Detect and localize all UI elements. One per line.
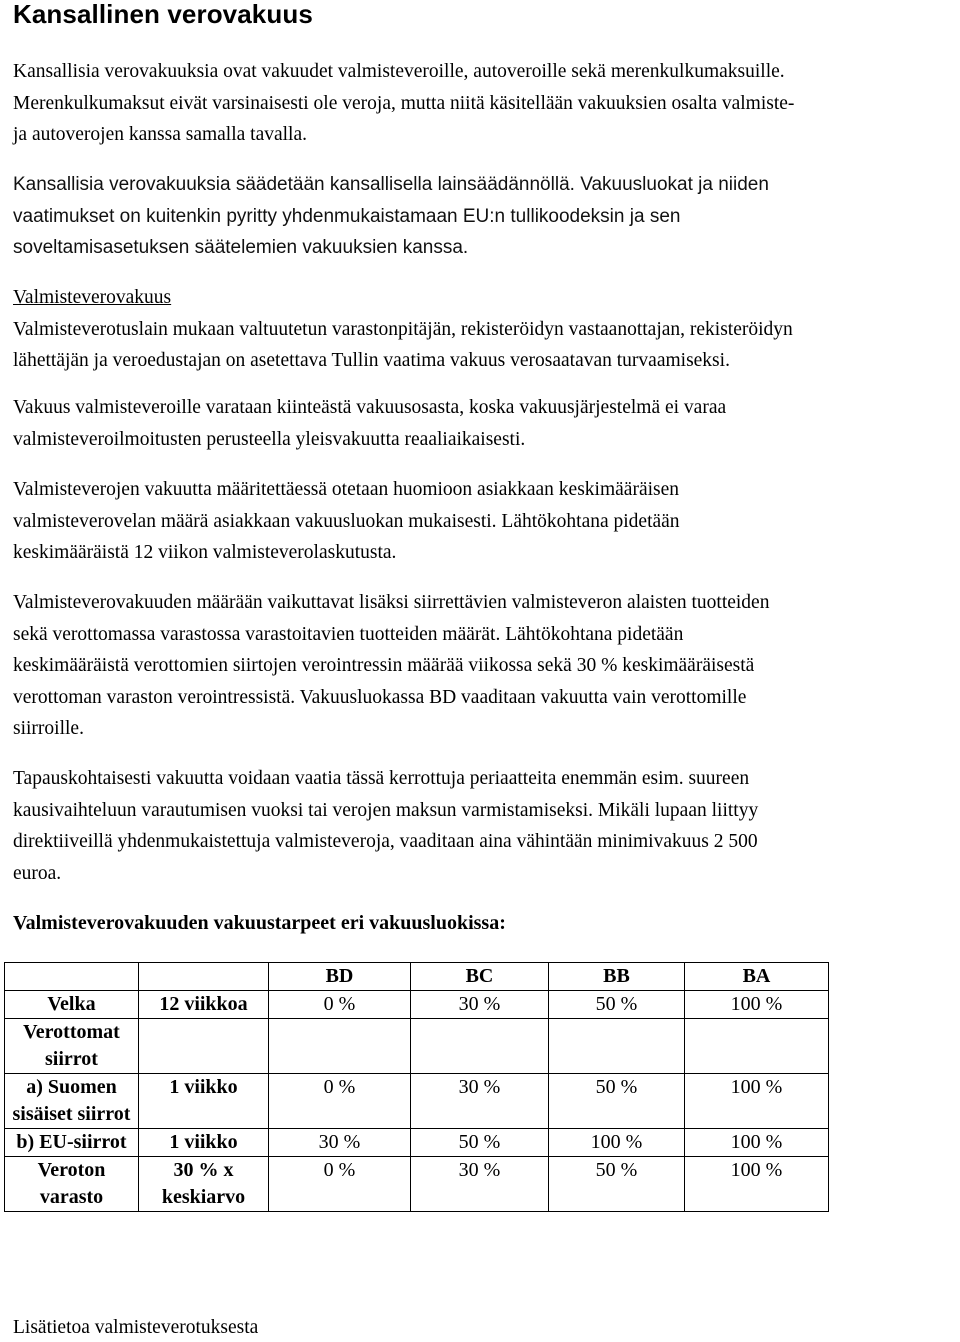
header-cell xyxy=(139,963,269,991)
legislation-line: soveltamisasetuksen säätelemien vakuuksien kanssa. xyxy=(13,237,469,258)
table-heading: Valmisteverovakuuden vakuustarpeet eri vakuusluokissa: xyxy=(13,912,506,934)
cell-value: 50 % xyxy=(549,1157,685,1212)
cell-value: 100 % xyxy=(549,1129,685,1157)
excise-line: Vakuus valmisteveroille varataan kiinteästä vakuusosasta, koska vakuusjärjestelmä ei varaa xyxy=(13,397,727,418)
excise-line: siirroille. xyxy=(13,718,84,739)
excise-line: valmisteverovelan määrä asiakkaan vakuusluokan mukaisesti. Lähtökohtana pidetään xyxy=(13,510,680,532)
row-period: 1 viikko xyxy=(139,1129,269,1157)
header-cell-bd: BD xyxy=(269,963,411,991)
excise-line: valmisteveroilmoitusten perusteella yleisvakuutta reaaliaikaisesti. xyxy=(13,428,526,450)
page-title: Kansallinen verovakuus xyxy=(13,0,313,29)
cell-value xyxy=(411,1019,549,1074)
row-label: Velka xyxy=(5,991,139,1019)
row-period: 30 % x keskiarvo xyxy=(139,1157,269,1212)
cell-value xyxy=(549,1019,685,1074)
excise-line: keskimääräistä 12 viikon valmisteverolaskutusta. xyxy=(13,542,397,563)
excise-line: Tapauskohtaisesti vakuutta voidaan vaatia tässä kerrottuja periaatteita enemmän esim. suureen xyxy=(13,768,750,789)
header-cell-ba: BA xyxy=(685,963,829,991)
cell-value: 30 % xyxy=(269,1129,411,1157)
excise-line: sekä verottomassa varastossa varastoitavien tuotteiden määrät. Lähtökohtana pidetään xyxy=(13,623,684,645)
cell-value: 0 % xyxy=(269,1074,411,1129)
excise-line: keskimääräistä verottomien siirtojen verointressin määrää viikossa sekä 30 % keskimääräisestä xyxy=(13,655,755,676)
excise-section xyxy=(13,282,793,377)
table-row xyxy=(5,1157,829,1212)
table-row xyxy=(5,1019,829,1074)
header-cell-bc: BC xyxy=(411,963,549,991)
excise-paragraph-3 xyxy=(13,474,680,569)
row-label: Veroton varasto xyxy=(5,1157,139,1212)
cell-value: 50 % xyxy=(411,1129,549,1157)
excise-line: Valmisteverovakuuden määrään vaikuttavat lisäksi siirrettävien valmisteveron alaisten tuotteiden xyxy=(13,592,770,613)
cell-value: 100 % xyxy=(685,1129,829,1157)
excise-heading: Valmisteverovakuus xyxy=(13,287,172,308)
excise-line: direktiiveillä yhdenmukaistettuja valmisteveroja, vaaditaan aina vähintään minimivakuus 2 500 xyxy=(13,831,758,852)
cell-value xyxy=(685,1019,829,1074)
row-label: Verottomat siirrot xyxy=(5,1019,139,1074)
cell-value xyxy=(269,1019,411,1074)
row-period xyxy=(139,1019,269,1074)
intro-line: Merenkulkumaksut eivät varsinaisesti ole veroja, mutta niitä käsitellään vakuuksien osalta valmiste- xyxy=(13,92,795,114)
cell-value: 0 % xyxy=(269,991,411,1019)
excise-line: Valmisteverojen vakuutta määritettäessä otetaan huomioon asiakkaan keskimääräisen xyxy=(13,479,680,500)
cell-value: 100 % xyxy=(685,1074,829,1129)
table-row xyxy=(5,1074,829,1129)
header-cell xyxy=(5,963,139,991)
cell-value: 100 % xyxy=(685,991,829,1019)
intro-paragraph xyxy=(13,56,794,151)
excise-paragraph-2 xyxy=(13,392,726,455)
cell-value: 50 % xyxy=(549,1074,685,1129)
row-period: 12 viikkoa xyxy=(139,991,269,1019)
row-period: 1 viikko xyxy=(139,1074,269,1129)
excise-line: Valmisteverotuslain mukaan valtuutetun varastonpitäjän, rekisteröidyn vastaanottajan, rekisteröidyn xyxy=(13,318,793,340)
legislation-line: Kansallisia verovakuuksia säädetään kansallisella lainsäädännöllä. Vakuusluokat ja niiden xyxy=(13,174,769,195)
cell-value: 30 % xyxy=(411,1074,549,1129)
cell-value: 100 % xyxy=(685,1157,829,1212)
cell-value: 30 % xyxy=(411,991,549,1019)
cell-value: 0 % xyxy=(269,1157,411,1212)
excise-paragraph-5 xyxy=(13,763,758,889)
cell-value: 50 % xyxy=(549,991,685,1019)
excise-line: lähettäjän ja veroedustajan on asetettava Tullin vaatima vakuus verosaatavan turvaamiseksi. xyxy=(13,350,730,371)
table-header-row xyxy=(5,963,829,991)
excise-paragraph-4 xyxy=(13,587,769,745)
legislation-line: vaatimukset on kuitenkin pyritty yhdenmukaistamaan EU:n tullikoodeksin ja sen xyxy=(13,205,681,227)
intro-line: ja autoverojen kanssa samalla tavalla. xyxy=(13,124,308,145)
legislation-paragraph xyxy=(13,169,769,264)
excise-line: euroa. xyxy=(13,862,62,884)
excise-line: kausivaihteluun varautumisen vuoksi tai verojen maksun varmistamiseksi. Mikäli lupaan liittyy xyxy=(13,799,759,821)
excise-line: verottoman varaston verointressistä. Vakuusluokassa BD vaaditaan vakuutta vain verottomille xyxy=(13,686,747,708)
guarantee-table xyxy=(4,962,829,1212)
cell-value: 30 % xyxy=(411,1157,549,1212)
intro-line: Kansallisia verovakuuksia ovat vakuudet valmisteveroille, autoveroille sekä merenkulkumaksuille. xyxy=(13,61,785,82)
table-row xyxy=(5,991,829,1019)
table-row xyxy=(5,1129,829,1157)
row-label: a) Suomen sisäiset siirrot xyxy=(5,1074,139,1129)
more-info-link[interactable]: Lisätietoa valmisteverotuksesta xyxy=(13,1317,259,1338)
row-label: b) EU-siirrot xyxy=(5,1129,139,1157)
header-cell-bb: BB xyxy=(549,963,685,991)
